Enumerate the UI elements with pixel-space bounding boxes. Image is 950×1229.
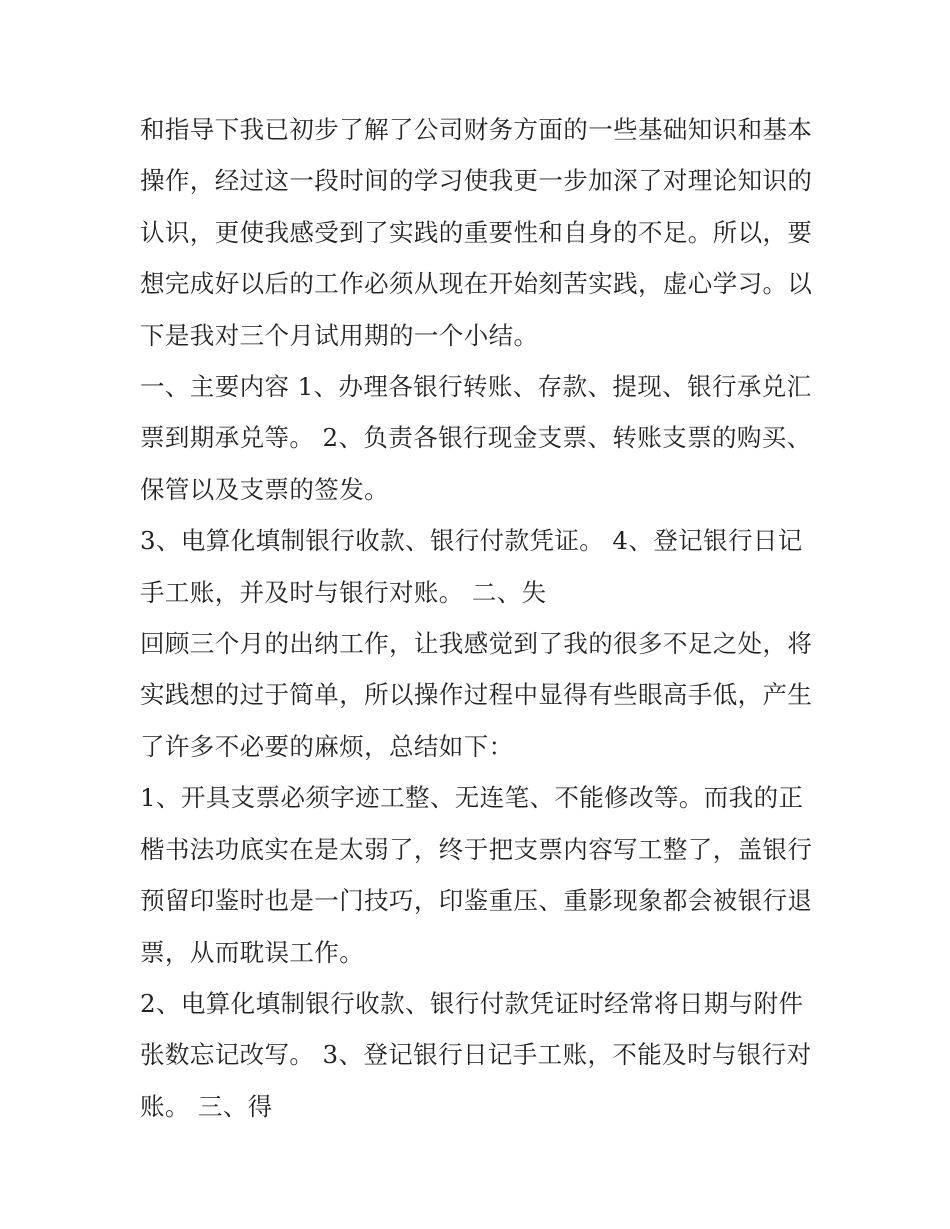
paragraph-issue-1: 1、开具支票必须字迹工整、无连笔、不能修改等。而我的正楷书法功底实在是太弱了，终于把支票内容写工整了，盖银行预留印鉴时也是一门技巧，印鉴重压、重影现象都会被银行退票，从而耽误工作。 — [140, 783, 813, 967]
paragraph-main-content: 一、主要内容 1、办理各银行转账、存款、提现、银行承兑汇票到期承兑等。 2、负责各银行现金支票、转账支票的购买、保管以及支票的签发。 — [140, 372, 812, 504]
paragraph-intro: 和指导下我已初步了解了公司财务方面的一些基础知识和基本操作，经过这一段时间的学习使我更一步加深了对理论知识的认识，更使我感受到了实践的重要性和自身的不足。所以，要想完成好以后的工作必须从现在开始刻苦实践，虚心学习。以下是我对三个月试用期的一个小结。 — [140, 115, 813, 350]
paragraph-issue-2-3: 2、电算化填制银行收款、银行付款凭证时经常将日期与附件张数忘记改写。 3、登记银行日记手工账，不能及时与银行对账。 三、得 — [140, 988, 812, 1121]
paragraph-review: 回顾三个月的出纳工作，让我感觉到了我的很多不足之处，将实践想的过于简单，所以操作过程中显得有些眼高手低，产生了许多不必要的麻烦，总结如下： — [140, 629, 813, 761]
paragraph-tasks-3-4: 3、电算化填制银行收款、银行付款凭证。 4、登记银行日记手工账，并及时与银行对账。 二、失 — [140, 526, 803, 607]
document-body — [140, 104, 820, 1132]
